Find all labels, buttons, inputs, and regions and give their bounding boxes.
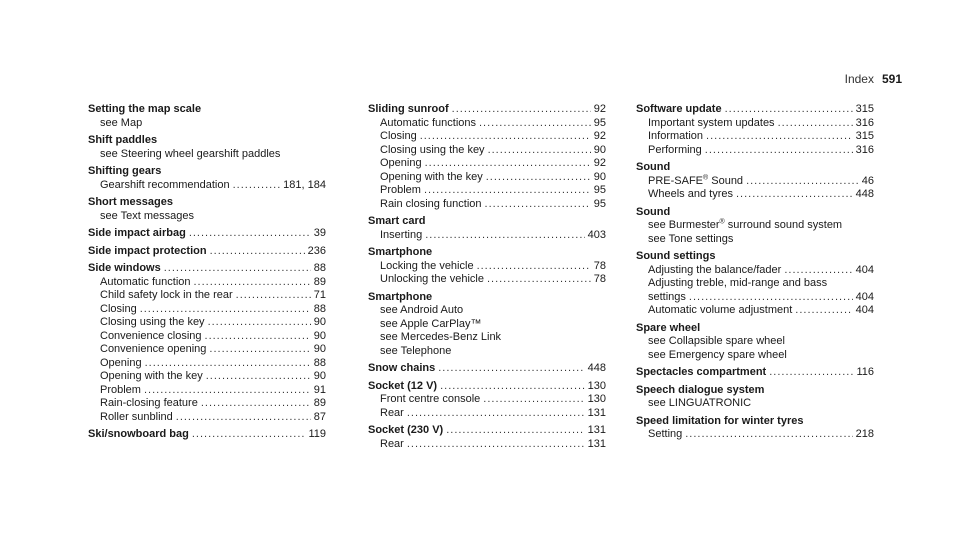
heading-term: Speed limitation for winter tyres bbox=[636, 414, 804, 427]
subentry-term: Performing bbox=[648, 143, 702, 156]
index-subentry[interactable] bbox=[636, 291, 874, 305]
index-subentry[interactable] bbox=[368, 407, 606, 421]
dot-leader bbox=[483, 393, 584, 407]
dot-leader bbox=[236, 289, 311, 303]
page-ref[interactable]: 87 bbox=[313, 410, 326, 423]
heading-term: Smart card bbox=[368, 215, 426, 227]
page-ref[interactable]: 71 bbox=[313, 289, 326, 301]
subentry-term: Rain-closing feature bbox=[100, 397, 198, 409]
subentry-term: Rear bbox=[380, 406, 404, 419]
index-subentry[interactable] bbox=[368, 318, 606, 332]
dot-leader bbox=[778, 117, 853, 131]
subentry-term: Closing bbox=[380, 130, 417, 142]
page-ref[interactable]: 131 bbox=[587, 424, 606, 436]
index-entry bbox=[88, 262, 326, 424]
dot-leader bbox=[164, 262, 311, 276]
index-heading[interactable] bbox=[88, 134, 326, 148]
subentry-term: Opening bbox=[380, 157, 422, 169]
index-entry bbox=[88, 196, 326, 223]
dot-leader bbox=[420, 130, 591, 144]
index-heading[interactable] bbox=[636, 206, 874, 220]
index-subentry[interactable] bbox=[636, 188, 874, 202]
heading-term: Spectacles compartment bbox=[636, 366, 767, 378]
page-ref[interactable]: 89 bbox=[313, 397, 326, 409]
subentry-term: Child safety lock in the rear bbox=[100, 289, 233, 301]
dot-leader bbox=[194, 276, 311, 290]
subentry-term: Setting bbox=[648, 428, 683, 440]
index-column-3 bbox=[636, 103, 874, 446]
subentry-term: Closing bbox=[100, 302, 137, 315]
page-ref[interactable]: 90 bbox=[313, 370, 326, 382]
dot-leader bbox=[440, 380, 585, 394]
heading-term: Smartphone bbox=[368, 290, 433, 303]
index-column-2 bbox=[368, 103, 606, 455]
index-subentry[interactable] bbox=[88, 210, 326, 224]
dot-leader bbox=[210, 245, 305, 259]
index-entry bbox=[636, 206, 874, 247]
dot-leader bbox=[407, 438, 585, 452]
index-subentry[interactable] bbox=[88, 411, 326, 425]
subentry-term: see Mercedes-Benz Link bbox=[380, 331, 502, 343]
dot-leader bbox=[685, 428, 852, 442]
index-subentry[interactable] bbox=[636, 219, 874, 233]
dot-leader bbox=[201, 397, 311, 411]
subentry-term: see Emergency spare wheel bbox=[648, 348, 787, 361]
dot-leader bbox=[485, 198, 591, 212]
index-entry bbox=[368, 424, 606, 451]
index-subentry[interactable] bbox=[88, 289, 326, 303]
heading-term: Shift paddles bbox=[88, 134, 158, 146]
page-ref[interactable]: 88 bbox=[313, 302, 326, 315]
subentry-term: Important system updates bbox=[648, 116, 775, 129]
index-heading[interactable] bbox=[636, 384, 874, 398]
dot-leader bbox=[486, 171, 591, 185]
index-entry bbox=[368, 215, 606, 242]
dot-leader bbox=[176, 411, 311, 425]
index-label: Index bbox=[844, 72, 874, 86]
index-entry bbox=[368, 246, 606, 287]
dot-leader bbox=[208, 316, 311, 330]
index-subentry[interactable] bbox=[368, 393, 606, 407]
index-entry bbox=[88, 227, 326, 241]
dot-leader bbox=[425, 157, 591, 171]
index-entry bbox=[88, 245, 326, 259]
index-subentry[interactable] bbox=[368, 130, 606, 144]
index-subentry[interactable] bbox=[368, 229, 606, 243]
index-entry bbox=[636, 322, 874, 363]
subentry-term: Convenience opening bbox=[100, 343, 207, 355]
dot-leader bbox=[479, 117, 591, 131]
subentry-term: Inserting bbox=[380, 228, 423, 241]
subentry-term: Wheels and tyres bbox=[648, 188, 733, 200]
subentry-term: Opening bbox=[100, 356, 142, 369]
heading-term: Sound bbox=[636, 161, 671, 173]
subentry-term: Rain closing function bbox=[380, 197, 482, 210]
dot-leader bbox=[705, 144, 853, 158]
heading-term: Software update bbox=[636, 103, 722, 115]
heading-term: Short messages bbox=[88, 196, 173, 208]
index-heading[interactable] bbox=[368, 215, 606, 229]
index-subentry[interactable] bbox=[88, 303, 326, 317]
page-ref[interactable]: 131 bbox=[587, 437, 606, 450]
subentry-term: see Steering wheel gearshift paddles bbox=[100, 147, 281, 160]
page-ref[interactable]: 316 bbox=[855, 116, 874, 129]
index-entry bbox=[368, 291, 606, 359]
index-heading[interactable] bbox=[368, 424, 606, 438]
index-heading[interactable] bbox=[88, 245, 326, 259]
index-subentry[interactable] bbox=[88, 357, 326, 371]
page-ref[interactable]: 218 bbox=[855, 428, 874, 440]
index-subentry[interactable] bbox=[636, 175, 874, 189]
subentry-term: Problem bbox=[380, 184, 421, 196]
page-ref[interactable]: 316 bbox=[855, 143, 874, 156]
index-entry bbox=[88, 103, 326, 130]
index-heading[interactable] bbox=[636, 103, 874, 117]
heading-term: Side impact protection bbox=[88, 244, 207, 257]
subentry-term: see Tone settings bbox=[648, 232, 734, 245]
page-ref[interactable]: 88 bbox=[313, 262, 326, 274]
page-ref[interactable]: 92 bbox=[593, 130, 606, 142]
index-subentry[interactable] bbox=[88, 330, 326, 344]
index-subentry[interactable] bbox=[368, 331, 606, 345]
index-subentry[interactable] bbox=[368, 144, 606, 158]
subentry-term: Rear bbox=[380, 437, 404, 450]
subentry-term: see Text messages bbox=[100, 209, 194, 222]
dot-leader bbox=[206, 370, 311, 384]
index-entry bbox=[88, 134, 326, 161]
page-ref[interactable]: 315 bbox=[855, 103, 874, 115]
page-number: 591 bbox=[881, 72, 902, 86]
dot-leader bbox=[145, 357, 311, 371]
page-ref[interactable]: 131 bbox=[587, 406, 606, 419]
index-subentry[interactable] bbox=[636, 264, 874, 278]
index-subentry[interactable] bbox=[636, 277, 874, 291]
page-ref[interactable]: 130 bbox=[587, 379, 606, 392]
index-entry bbox=[368, 380, 606, 421]
heading-term: Snow chains bbox=[368, 362, 436, 374]
index-subentry[interactable] bbox=[368, 117, 606, 131]
index-subentry[interactable] bbox=[636, 130, 874, 144]
index-entry bbox=[636, 384, 874, 411]
heading-term: Side windows bbox=[88, 262, 161, 274]
subentry-term: Automatic function bbox=[100, 275, 191, 288]
page-ref[interactable]: 403 bbox=[587, 228, 606, 241]
index-subentry[interactable] bbox=[368, 345, 606, 359]
dot-leader bbox=[736, 188, 853, 202]
dot-leader bbox=[407, 407, 585, 421]
index-subentry[interactable] bbox=[636, 304, 874, 318]
index-entry bbox=[88, 428, 326, 442]
page-header bbox=[845, 72, 902, 86]
index-subentry[interactable] bbox=[88, 148, 326, 162]
dot-leader bbox=[689, 291, 853, 305]
index-subentry[interactable] bbox=[88, 179, 326, 193]
subentry-term: Adjusting treble, mid-range and bass bbox=[648, 277, 828, 289]
index-subentry[interactable] bbox=[636, 428, 874, 442]
page-ref[interactable]: 90 bbox=[313, 329, 326, 342]
index-subentry[interactable] bbox=[88, 384, 326, 398]
page-ref[interactable]: 119 bbox=[308, 428, 326, 440]
dot-leader bbox=[205, 330, 311, 344]
page-ref[interactable]: 95 bbox=[593, 197, 606, 210]
subentry-term: Convenience closing bbox=[100, 329, 202, 342]
dot-leader bbox=[488, 144, 591, 158]
page-ref[interactable]: 92 bbox=[593, 157, 606, 169]
page-ref[interactable]: 90 bbox=[313, 343, 326, 355]
dot-leader bbox=[209, 343, 310, 357]
heading-term: Socket (12 V) bbox=[368, 379, 438, 392]
heading-term: Spare wheel bbox=[636, 321, 701, 334]
index-entry bbox=[636, 161, 874, 202]
index-entry bbox=[636, 366, 874, 380]
page-ref[interactable]: 46 bbox=[861, 174, 874, 187]
page-ref[interactable]: 90 bbox=[593, 170, 606, 183]
heading-term: Sound settings bbox=[636, 250, 716, 262]
index-heading[interactable] bbox=[636, 161, 874, 175]
page-ref[interactable]: 78 bbox=[593, 259, 606, 272]
subentry-term: Adjusting the balance/fader bbox=[648, 263, 782, 276]
page-ref[interactable]: 404 bbox=[855, 290, 874, 303]
page-ref[interactable]: 130 bbox=[587, 393, 606, 405]
page-ref[interactable]: 448 bbox=[587, 362, 606, 374]
index-subentry[interactable] bbox=[368, 184, 606, 198]
index-heading[interactable] bbox=[88, 428, 326, 442]
dot-leader bbox=[425, 229, 584, 243]
index-entry bbox=[636, 415, 874, 442]
index-heading[interactable] bbox=[88, 196, 326, 210]
subentry-term: PRE-SAFE® Sound bbox=[648, 173, 744, 187]
heading-term: Sound bbox=[636, 205, 671, 218]
page-ref[interactable]: 39 bbox=[313, 227, 326, 239]
index-heading[interactable] bbox=[368, 246, 606, 260]
page-ref[interactable]: 181, 184 bbox=[283, 178, 326, 191]
heading-term: Smartphone bbox=[368, 246, 433, 258]
dot-leader bbox=[769, 366, 853, 380]
index-heading[interactable] bbox=[368, 103, 606, 117]
subentry-term: Front centre console bbox=[380, 393, 481, 405]
page-ref[interactable]: 95 bbox=[593, 116, 606, 129]
index-subentry[interactable] bbox=[636, 349, 874, 363]
index-subentry[interactable] bbox=[88, 397, 326, 411]
page-ref[interactable]: 404 bbox=[855, 304, 874, 316]
index-subentry[interactable] bbox=[88, 370, 326, 384]
index-entry bbox=[636, 250, 874, 318]
subentry-term: see Android Auto bbox=[380, 304, 464, 316]
dot-leader bbox=[189, 227, 311, 241]
index-subentry[interactable] bbox=[88, 117, 326, 131]
index-subentry[interactable] bbox=[368, 438, 606, 452]
subentry-term: Automatic functions bbox=[380, 116, 476, 129]
index-subentry[interactable] bbox=[636, 335, 874, 349]
index-entry bbox=[636, 103, 874, 157]
dot-leader bbox=[706, 130, 853, 144]
index-heading[interactable] bbox=[636, 366, 874, 380]
heading-term: Ski/snowboard bag bbox=[88, 428, 189, 440]
heading-term: Shifting gears bbox=[88, 165, 162, 177]
dot-leader bbox=[446, 424, 584, 438]
index-heading[interactable] bbox=[88, 165, 326, 179]
heading-term: Setting the map scale bbox=[88, 103, 202, 115]
subentry-term: Gearshift recommendation bbox=[100, 178, 230, 191]
heading-term: Sliding sunroof bbox=[368, 103, 449, 115]
dot-leader bbox=[140, 303, 311, 317]
dot-leader bbox=[746, 175, 859, 189]
index-subentry[interactable] bbox=[636, 233, 874, 247]
page-ref[interactable]: 404 bbox=[855, 263, 874, 276]
index-heading[interactable] bbox=[636, 322, 874, 336]
subentry-term: see Apple CarPlay™ bbox=[380, 317, 482, 330]
index-entry bbox=[368, 103, 606, 211]
subentry-term: Roller sunblind bbox=[100, 410, 173, 423]
subentry-term: Locking the vehicle bbox=[380, 259, 474, 272]
subentry-term: see Telephone bbox=[380, 344, 452, 357]
index-heading[interactable] bbox=[636, 415, 874, 429]
index-subentry[interactable] bbox=[88, 276, 326, 290]
dot-leader bbox=[233, 179, 281, 193]
dot-leader bbox=[487, 273, 591, 287]
subentry-term: Information bbox=[648, 130, 704, 142]
page-ref[interactable]: 236 bbox=[307, 244, 326, 257]
dot-leader bbox=[452, 103, 591, 117]
index-subentry[interactable] bbox=[368, 273, 606, 287]
heading-term: Socket (230 V) bbox=[368, 424, 444, 436]
dot-leader bbox=[192, 428, 306, 442]
dot-leader bbox=[144, 384, 311, 398]
dot-leader bbox=[438, 362, 584, 376]
page-ref[interactable]: 90 bbox=[313, 316, 326, 328]
subentry-term: settings bbox=[648, 290, 686, 303]
index-subentry[interactable] bbox=[368, 171, 606, 185]
subentry-term: Closing using the key bbox=[380, 143, 485, 156]
index-column-1 bbox=[88, 103, 326, 446]
dot-leader bbox=[424, 184, 591, 198]
subentry-term: see Collapsible spare wheel bbox=[648, 335, 785, 347]
dot-leader bbox=[784, 264, 852, 278]
dot-leader bbox=[795, 304, 852, 318]
index-subentry[interactable] bbox=[368, 198, 606, 212]
index-heading[interactable] bbox=[88, 262, 326, 276]
page-ref[interactable]: 88 bbox=[313, 356, 326, 369]
index-heading[interactable] bbox=[368, 291, 606, 305]
subentry-term: Opening with the key bbox=[100, 370, 203, 382]
index-entry bbox=[368, 362, 606, 376]
index-subentry[interactable] bbox=[636, 397, 874, 411]
subentry-term: see LINGUATRONIC bbox=[648, 397, 752, 409]
subentry-term: Opening with the key bbox=[380, 170, 483, 183]
subentry-term: see Burmester® surround sound system bbox=[648, 218, 843, 231]
heading-term: Speech dialogue system bbox=[636, 383, 765, 396]
page-ref[interactable]: 448 bbox=[855, 188, 874, 200]
subentry-term: Closing using the key bbox=[100, 316, 205, 328]
page-ref[interactable]: 92 bbox=[593, 103, 606, 115]
index-subentry[interactable] bbox=[88, 316, 326, 330]
index-heading[interactable] bbox=[636, 250, 874, 264]
subentry-term: see Map bbox=[100, 116, 143, 129]
page-ref[interactable]: 315 bbox=[855, 130, 874, 142]
heading-term: Side impact airbag bbox=[88, 227, 186, 239]
index-subentry[interactable] bbox=[636, 117, 874, 131]
subentry-term: Automatic volume adjustment bbox=[648, 304, 793, 316]
page-ref[interactable]: 78 bbox=[593, 273, 606, 285]
index-subentry[interactable] bbox=[636, 144, 874, 158]
page-ref[interactable]: 91 bbox=[313, 383, 326, 396]
index-subentry[interactable] bbox=[368, 304, 606, 318]
page-ref[interactable]: 89 bbox=[313, 275, 326, 288]
subentry-term: Unlocking the vehicle bbox=[380, 273, 484, 285]
index-heading[interactable] bbox=[88, 103, 326, 117]
index-heading[interactable] bbox=[368, 362, 606, 376]
page-ref[interactable]: 116 bbox=[856, 366, 874, 378]
dot-leader bbox=[725, 103, 853, 117]
index-subentry[interactable] bbox=[368, 260, 606, 274]
index-subentry[interactable] bbox=[368, 157, 606, 171]
index-entry bbox=[88, 165, 326, 192]
index-subentry[interactable] bbox=[88, 343, 326, 357]
subentry-term: Problem bbox=[100, 383, 141, 396]
page-ref[interactable]: 95 bbox=[593, 184, 606, 196]
index-heading[interactable] bbox=[368, 380, 606, 394]
page-ref[interactable]: 90 bbox=[593, 143, 606, 156]
dot-leader bbox=[477, 260, 591, 274]
index-heading[interactable] bbox=[88, 227, 326, 241]
